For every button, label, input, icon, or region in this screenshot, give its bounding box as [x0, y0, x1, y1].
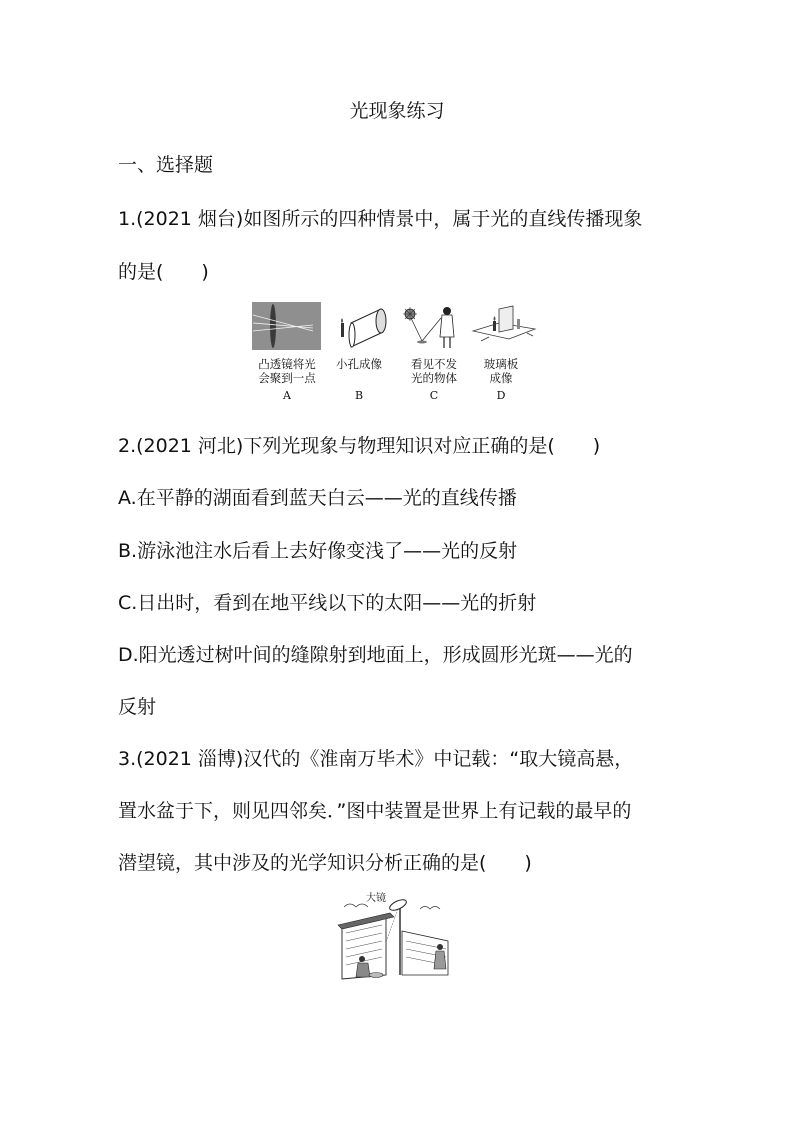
label-d: D: [496, 389, 506, 402]
convex-lens-icon: [270, 304, 276, 348]
caption-d: 玻璃板 成像: [483, 357, 519, 385]
q2-stem: 2.(2021 河北)下列光现象与物理知识对应正确的是( ): [118, 435, 601, 457]
q2-option-d-line1: D.阳光透过树叶间的缝隙射到地面上，形成圆形光斑——光的: [118, 644, 633, 666]
glass-plate-icon: [499, 306, 513, 332]
mirror-label: 大镜: [366, 893, 386, 904]
q2-option-a: A.在平静的湖面看到蓝天白云——光的直线传播: [118, 487, 517, 509]
caption-a: 凸透镜将光 会聚到一点: [258, 357, 316, 385]
q2-option-c: C.日出时，看到在地平线以下的太阳——光的折射: [118, 592, 537, 614]
section-heading: 一、选择题: [118, 154, 214, 176]
page-title: 光现象练习: [349, 100, 445, 122]
label-a: A: [283, 389, 291, 402]
q3-figure: [336, 887, 456, 983]
caption-b: 小孔成像: [336, 357, 382, 371]
caption-c: 看见不发 光的物体: [411, 357, 457, 385]
q3-stem-line2: 置水盆于下，则见四邻矣．”图中装置是世界上有记载的最早的: [118, 800, 632, 822]
person-icon: [443, 307, 451, 315]
q1-figure-illustrations: [251, 301, 541, 351]
label-c: C: [429, 389, 439, 402]
person-icon: [359, 956, 365, 962]
q1-stem-line1: 1.(2021 烟台)如图所示的四种情景中，属于光的直线传播现象: [118, 208, 643, 230]
q1-stem-line2: 的是( ): [118, 261, 209, 283]
q3-stem-line1: 3.(2021 淄博)汉代的《淮南万毕术》中记载：“取大镜高悬，: [118, 748, 634, 770]
q1-figure: [251, 301, 541, 405]
label-b: B: [354, 389, 364, 402]
q2-option-d-line2: 反射: [118, 696, 157, 718]
candle-icon: [341, 323, 344, 337]
ancient-periscope-illustration: [336, 887, 456, 983]
q3-stem-line3: 潜望镜，其中涉及的光学知识分析正确的是( ): [118, 852, 532, 874]
water-basin-icon: [369, 973, 383, 978]
q2-option-b: B.游泳池注水后看上去好像变浅了——光的反射: [118, 540, 518, 562]
